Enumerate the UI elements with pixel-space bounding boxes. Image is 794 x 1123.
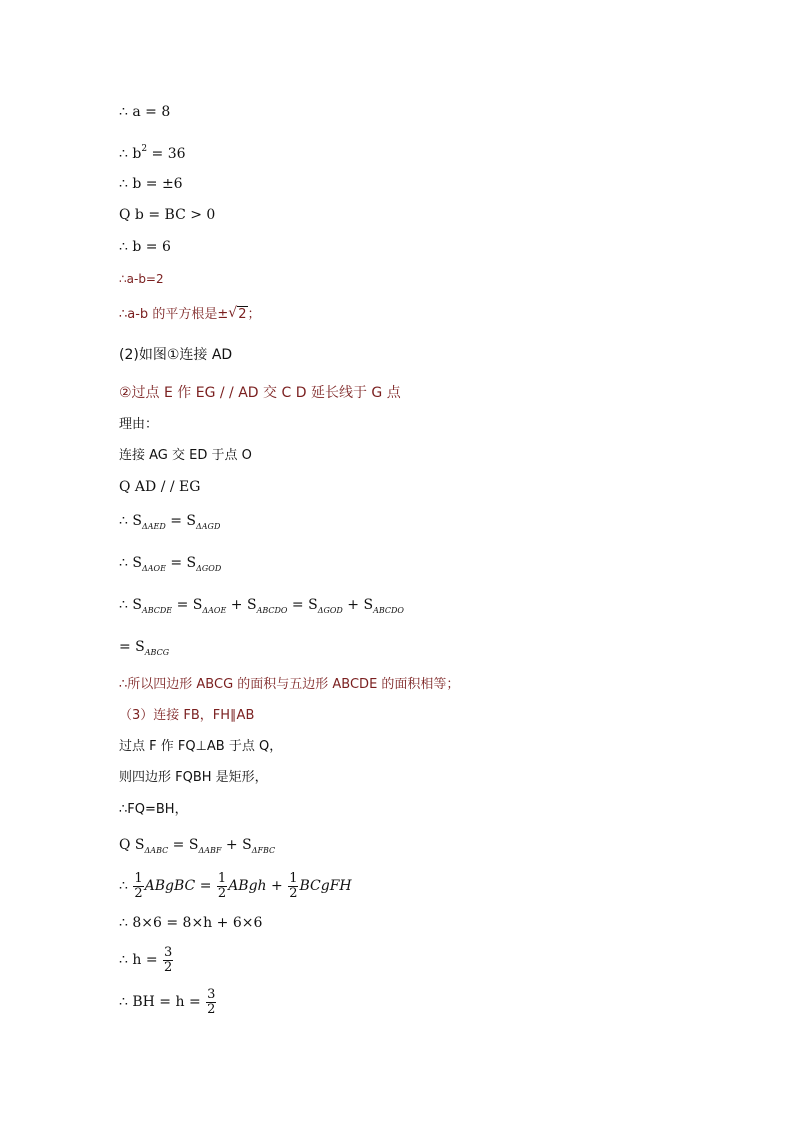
subscript: ABCDO: [256, 606, 288, 615]
line-area-abcg: [119, 638, 169, 662]
line-text: ∴ a = 8: [119, 104, 171, 120]
line-text: + S: [226, 597, 257, 613]
fraction: [217, 872, 227, 901]
line-text: ∴ h =: [119, 952, 163, 968]
line-text: ABgBC =: [144, 878, 216, 894]
line-text: ∴ b: [119, 146, 142, 162]
line-construct-eg: [119, 384, 401, 402]
line-b-pm6: [119, 175, 183, 193]
radicand: 2: [238, 307, 247, 322]
superscript: 2: [141, 144, 148, 154]
fraction: [288, 872, 298, 901]
line-text: ∴ S: [119, 513, 142, 529]
line-text: ABgh +: [228, 878, 288, 894]
line-text: = S: [172, 597, 203, 613]
fraction: [163, 946, 173, 975]
line-text: 理由：: [119, 417, 159, 432]
sqrt-sign-icon: √: [228, 305, 238, 321]
line-text: （3）连接 FB，FH∥AB: [119, 708, 255, 723]
line-fq-equals-bh: [119, 801, 188, 819]
line-text: Q S: [119, 837, 145, 853]
line-text: ∴ S: [119, 597, 142, 613]
line-connect-ag: [119, 447, 252, 465]
subscript: ΔABF: [198, 846, 222, 855]
fraction: [206, 988, 216, 1017]
line-construct-fq: [119, 738, 282, 756]
numerator: 3: [164, 944, 173, 960]
line-text: 过点 F 作 FQ⊥AB 于点 Q，: [119, 739, 283, 754]
line-text: ；: [247, 307, 261, 322]
line-text: ∴a-b 的平方根是±: [119, 307, 229, 322]
line-part3-heading: [119, 707, 254, 725]
fraction: [133, 872, 143, 901]
line-text: = S: [165, 513, 196, 529]
subscript: ΔFBC: [251, 846, 276, 855]
line-text: ∴: [119, 878, 133, 894]
line-rectangle: [119, 769, 268, 787]
line-b-bc-positive: [119, 206, 215, 224]
subscript: ΔAGD: [196, 522, 221, 531]
line-text: ∴所以四边形 ABCG 的面积与五边形 ABCDE 的面积相等；: [119, 677, 460, 692]
denominator: 2: [289, 885, 298, 901]
line-text: 连接 AG 交 ED 于点 O: [119, 448, 252, 463]
line-text: = S: [119, 639, 145, 655]
line-a-minus-b: [119, 270, 164, 288]
line-area-abc: [119, 836, 275, 860]
line-area-aoe: [119, 554, 221, 578]
line-text: ∴FQ=BH，: [119, 802, 188, 817]
subscript: ABCG: [144, 648, 170, 657]
line-text: ∴ b = ±6: [119, 176, 183, 192]
denominator: 2: [164, 959, 173, 975]
line-ad-parallel-eg: [119, 478, 200, 496]
line-text: = 36: [147, 146, 186, 162]
line-text: Q AD / / EG: [119, 479, 201, 495]
subscript: ΔAOE: [202, 606, 227, 615]
subscript: ΔABC: [144, 846, 169, 855]
line-text: ∴ S: [119, 555, 142, 571]
line-text: + S: [342, 597, 374, 613]
subscript: ABCDE: [141, 606, 173, 615]
line-text: ∴ 8×6 = 8×h + 6×6: [119, 915, 263, 931]
line-text: (2)如图①连接 AD: [119, 347, 233, 363]
line-text: ∴ b = 6: [119, 239, 171, 255]
line-bh-value: [119, 986, 217, 1018]
line-text: ∴ BH = h =: [119, 994, 206, 1010]
line-text: Q b = BC > 0: [119, 207, 216, 223]
denominator: 2: [207, 1001, 216, 1017]
numerator: 1: [217, 870, 227, 886]
line-text: ②过点 E 作 EG / / AD 交 C D 延长线于 G 点: [119, 385, 401, 401]
line-numeric-equation: [119, 914, 262, 932]
line-text: ∴a-b=2: [119, 272, 164, 286]
subscript: ΔGOD: [317, 606, 343, 615]
line-text: 则四边形 FQBH 是矩形，: [119, 770, 268, 785]
line-a-equals-8: [119, 103, 170, 121]
numerator: 3: [207, 986, 216, 1002]
subscript: ΔAOE: [141, 564, 166, 573]
line-text: BCgFH: [299, 878, 352, 894]
line-conclusion-part2: [119, 676, 459, 694]
denominator: 2: [134, 885, 143, 901]
line-text: = S: [287, 597, 318, 613]
subscript: ΔGOD: [196, 564, 222, 573]
line-part2-heading: [119, 346, 232, 364]
line-b-squared: [119, 140, 186, 163]
line-half-products: [119, 870, 352, 902]
line-h-value: [119, 944, 174, 976]
numerator: 1: [134, 870, 143, 886]
line-b-equals-6: [119, 238, 171, 256]
line-text: = S: [165, 555, 197, 571]
line-text: + S: [221, 837, 252, 853]
line-text: = S: [168, 837, 199, 853]
line-square-root: [119, 306, 261, 324]
denominator: 2: [217, 885, 227, 901]
sqrt-expression: [228, 306, 247, 324]
line-area-abcde: [119, 596, 404, 620]
line-area-aed: [119, 512, 220, 536]
numerator: 1: [289, 870, 298, 886]
subscript: ABCDO: [373, 606, 404, 615]
subscript: ΔAED: [141, 522, 166, 531]
line-reason: [119, 416, 158, 434]
